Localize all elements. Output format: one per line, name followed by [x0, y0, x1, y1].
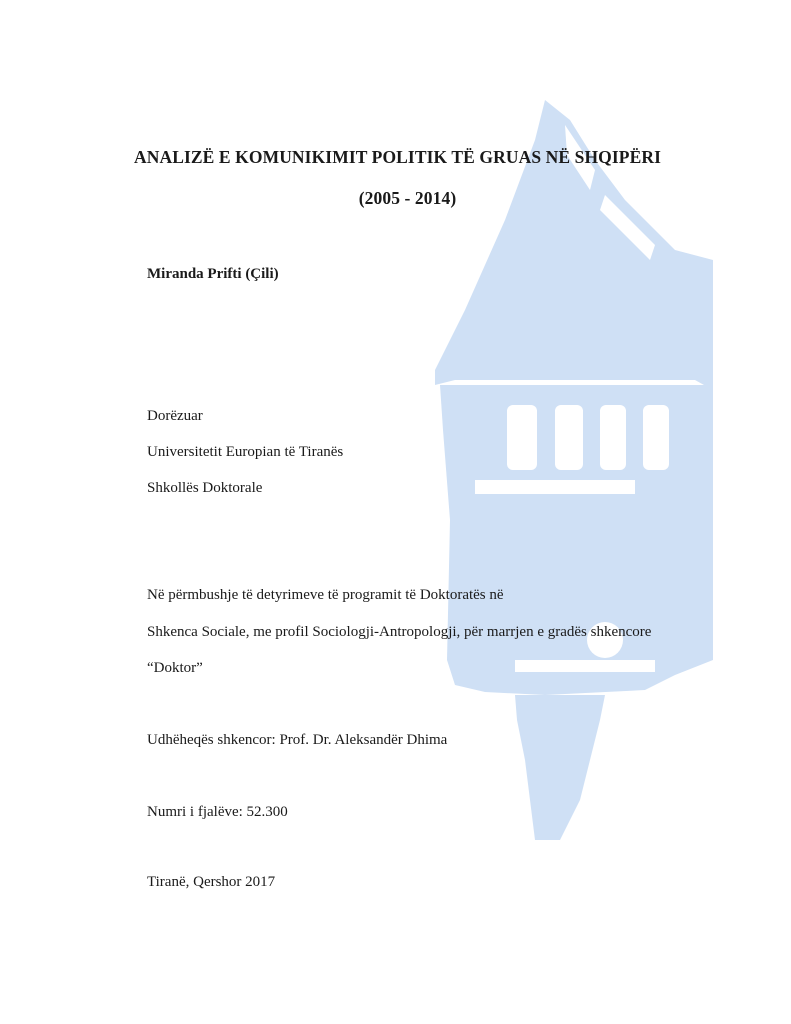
- university-name: Universitetit Europian të Tiranës: [147, 444, 344, 460]
- place-date: Tiranë, Qershor 2017: [147, 874, 276, 890]
- document-years: (2005 - 2014): [358, 188, 457, 208]
- author-name: Miranda Prifti (Çili): [147, 266, 279, 282]
- fulfillment-line-2: Shkenca Sociale, me profil Sociologji-Antropologji, për marrjen e gradës shkencore: [147, 624, 652, 640]
- fulfillment-line-1: Në përmbushje të detyrimeve të programit të Doktoratës në: [147, 587, 504, 603]
- degree-title: “Doktor”: [147, 660, 203, 676]
- document-title: ANALIZË E KOMUNIKIMIT POLITIK TË GRUAS NË SHQIPËRI: [133, 147, 662, 167]
- supervisor-line: Udhëheqës shkencor: Prof. Dr. Aleksandër Dhima: [147, 732, 448, 748]
- school-name: Shkollës Doktorale: [147, 480, 263, 496]
- submitted-label: Dorëzuar: [147, 408, 203, 424]
- word-count: Numri i fjalëve: 52.300: [147, 804, 288, 820]
